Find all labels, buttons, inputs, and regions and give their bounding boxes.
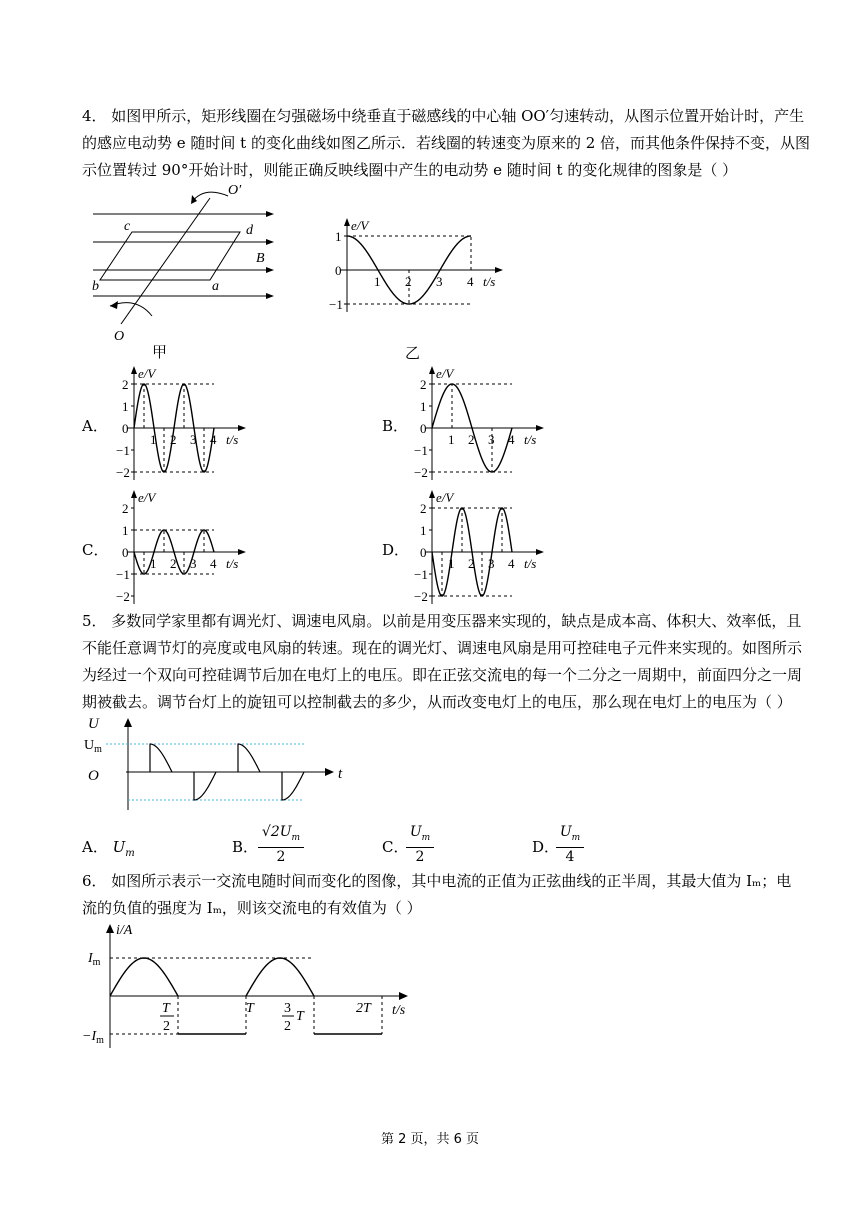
x-tick-label: 2 [468, 432, 475, 447]
x-tick-label: 1 [150, 432, 157, 447]
q6-positive-half [110, 958, 178, 996]
y-tick-label: 2 [122, 377, 129, 392]
arrowhead-rot-top [191, 195, 197, 204]
q5-voltage-figure [82, 714, 362, 818]
arrowhead-1 [266, 211, 274, 217]
y-axis-label: e/V [138, 490, 156, 505]
q6-t-label: T [246, 1001, 254, 1016]
x-tick-label: 1 [374, 274, 381, 289]
x-tick-label: 2 [405, 274, 412, 289]
question-5-text [82, 608, 802, 716]
y-tick-label: −2 [414, 589, 428, 604]
x-axis-label: t/s [524, 432, 537, 447]
q5-voltage-segment [194, 772, 216, 800]
q4-option-d-label[interactable]: D． [382, 541, 410, 559]
q6-line-2: 流的负值的强度为 Iₘ，则该交流电的有效值为（ ） [82, 899, 422, 917]
x-axis-label: t/s [483, 274, 496, 289]
x-tick-label: 4 [508, 556, 515, 571]
y-tick-label: 1 [122, 399, 129, 414]
rotation-axis [121, 198, 210, 324]
y-tick-label: −2 [414, 465, 428, 480]
q6-ylabel: i/A [116, 923, 133, 938]
x-axis-label: t/s [226, 432, 239, 447]
x-axis-label: t/s [524, 556, 537, 571]
q6-im-pos: $I_m$ [88, 951, 101, 968]
arrowhead-4 [266, 293, 274, 299]
q6-t3-den: 2 [284, 1019, 291, 1034]
q4-option-d-graph [408, 490, 558, 602]
y-tick-label: 2 [122, 501, 129, 516]
y-tick-label: 1 [335, 229, 342, 244]
label-b: b [92, 279, 99, 294]
x-tick-label: 2 [170, 556, 177, 571]
x-tick-label: 4 [210, 432, 217, 447]
x-tick-label: 2 [468, 556, 475, 571]
y-tick-label: −2 [116, 589, 130, 604]
x-axis-label: t/s [226, 556, 239, 571]
q5-option-d-fraction: $U_m$ 4 [556, 823, 584, 866]
y-tick-label: 1 [420, 399, 427, 414]
x-axis-arrow [536, 425, 544, 431]
y-tick-label: 0 [335, 263, 342, 278]
x-tick-label: 3 [488, 432, 495, 447]
q4-option-a-label[interactable]: A． [82, 417, 108, 435]
q4-line-3: 示位置转过 90°开始计时，则能正确反映线圈中产生的电动势 e 随时间 t 的变化规律的图象是（ ） [82, 161, 738, 179]
q5-xlabel: t [338, 766, 343, 782]
y-tick-label: −1 [414, 443, 428, 458]
rotation-arrow-top [192, 192, 228, 202]
y-axis-label: e/V [351, 218, 369, 233]
x-tick-label: 4 [508, 432, 515, 447]
q4-option-c-graph [110, 490, 260, 602]
q5-voltage-segment [238, 744, 260, 772]
q6-t-half-num: T [162, 1001, 170, 1016]
q5-y-arrow [124, 718, 132, 727]
y-tick-label: −2 [116, 465, 130, 480]
y-tick-label: 0 [122, 421, 129, 436]
x-tick-label: 1 [150, 556, 157, 571]
q5-option-d[interactable]: D． [532, 838, 560, 856]
x-tick-label: 3 [488, 556, 495, 571]
q5-option-c-fraction: $U_m$ 2 [406, 823, 434, 866]
q6-positive-half [246, 958, 314, 996]
q5-option-a[interactable]: A． $U_m$ [82, 838, 135, 859]
y-tick-label: 0 [420, 421, 427, 436]
page-footer: 第 2 页，共 6 页 [380, 1132, 480, 1147]
y-axis-arrow [344, 218, 350, 226]
y-tick-label: 2 [420, 377, 427, 392]
q5-origin: O [88, 768, 99, 784]
question-6-text [82, 868, 802, 922]
question-4-text [82, 103, 811, 184]
label-a: a [212, 279, 219, 294]
y-tick-label: 2 [420, 501, 427, 516]
q6-2t-label: 2T [356, 1001, 371, 1016]
figure-yi [325, 200, 505, 360]
arrowhead-2 [266, 239, 274, 245]
y-axis-arrow [429, 366, 435, 374]
q6-xlabel: t/s [392, 1003, 406, 1018]
x-axis-arrow [238, 549, 246, 555]
q5-line-3: 为经过一个双向可控硅调节后加在电灯上的电压。即在正弦交流电的每一个二分之一周期中，前面四分之一周 [82, 666, 803, 684]
q6-t3-t: T [296, 1009, 304, 1024]
x-tick-label: 3 [190, 556, 197, 571]
q5-line-2: 不能任意调节灯的亮度或电风扇的转速。现在的调光灯、调速电风扇是用可控硅电子元件来实现的。如图所示 [82, 639, 803, 657]
label-B: B [256, 251, 265, 266]
q5-line-4: 期被截去。调节台灯上的旋钮可以控制截去的多少，从而改变电灯上的电压，那么现在电灯上的电压为（ ） [82, 693, 792, 711]
y-axis-arrow [131, 366, 137, 374]
q4-line-1: 4． 如图甲所示，矩形线圈在匀强磁场中绕垂直于磁感线的中心轴 OO′匀速转动，从图示位置开始计时，产生 [82, 107, 805, 125]
label-O-prime: O′ [228, 183, 242, 198]
q4-option-b-graph [408, 366, 558, 478]
y-tick-label: 1 [420, 523, 427, 538]
q6-line-1: 6． 如图所示表示一交流电随时间而变化的图像，其中电流的正值为正弦曲线的正半周，其最大值为 Iₘ；电 [82, 872, 792, 890]
y-axis-arrow [131, 490, 137, 498]
coil [100, 232, 240, 280]
x-axis-arrow [495, 267, 503, 273]
q6-t-half-den: 2 [163, 1019, 170, 1034]
q5-ylabel: U [88, 716, 99, 732]
y-tick-label: −1 [116, 443, 130, 458]
figure-jia [88, 180, 288, 360]
q5-voltage-segment [282, 772, 304, 800]
q4-option-b-label[interactable]: B． [382, 417, 409, 435]
q5-line-1: 5． 多数同学家里都有调光灯、调速电风扇。以前是用变压器来实现的，缺点是成本高、体积大、效率低，且 [82, 612, 802, 630]
q6-t3-num: 3 [284, 1001, 291, 1016]
y-tick-label: 0 [122, 545, 129, 560]
q5-option-b[interactable]: B． [232, 838, 259, 856]
x-axis-arrow [536, 549, 544, 555]
y-axis-label: e/V [436, 490, 454, 505]
q6-y-arrow [106, 924, 114, 933]
q5-option-b-fraction: $√2U_m$ 2 [258, 823, 304, 866]
y-tick-label: −1 [329, 297, 343, 312]
caption-yi: 乙 [405, 346, 421, 362]
q5-voltage-segment [150, 744, 172, 772]
x-tick-label: 1 [448, 432, 455, 447]
y-tick-label: 0 [420, 545, 427, 560]
y-axis-arrow [429, 490, 435, 498]
x-tick-label: 1 [448, 556, 455, 571]
y-axis-label: e/V [436, 366, 454, 381]
x-tick-label: 4 [210, 556, 217, 571]
label-d: d [246, 223, 253, 238]
arrowhead-3 [266, 267, 274, 273]
q5-um-label: $U_m$ [84, 738, 102, 755]
y-tick-label: −1 [116, 567, 130, 582]
x-tick-label: 4 [467, 274, 474, 289]
x-tick-label: 3 [190, 432, 197, 447]
q5-x-arrow [325, 768, 334, 776]
q4-option-a-graph [110, 366, 260, 478]
y-tick-label: 1 [122, 523, 129, 538]
x-tick-label: 2 [170, 432, 177, 447]
x-tick-label: 3 [436, 274, 443, 289]
q6-x-arrow [399, 992, 408, 1000]
arrowhead-rot-bottom [110, 301, 118, 309]
q6-current-figure [82, 920, 422, 1058]
q6-im-neg: $-I_m$ [82, 1029, 104, 1046]
y-axis-label: e/V [138, 366, 156, 381]
y-tick-label: −1 [414, 567, 428, 582]
label-c: c [124, 219, 131, 234]
x-axis-arrow [238, 425, 246, 431]
label-O: O [114, 329, 125, 344]
q4-line-2: 的感应电动势 e 随时间 t 的变化曲线如图乙所示．若线圈的转速变为原来的 2 倍，而其他条件保持不变，从图 [82, 134, 811, 152]
q5-option-c[interactable]: C． [382, 838, 409, 856]
q4-option-c-label[interactable]: C． [82, 541, 109, 559]
caption-jia: 甲 [152, 345, 168, 361]
